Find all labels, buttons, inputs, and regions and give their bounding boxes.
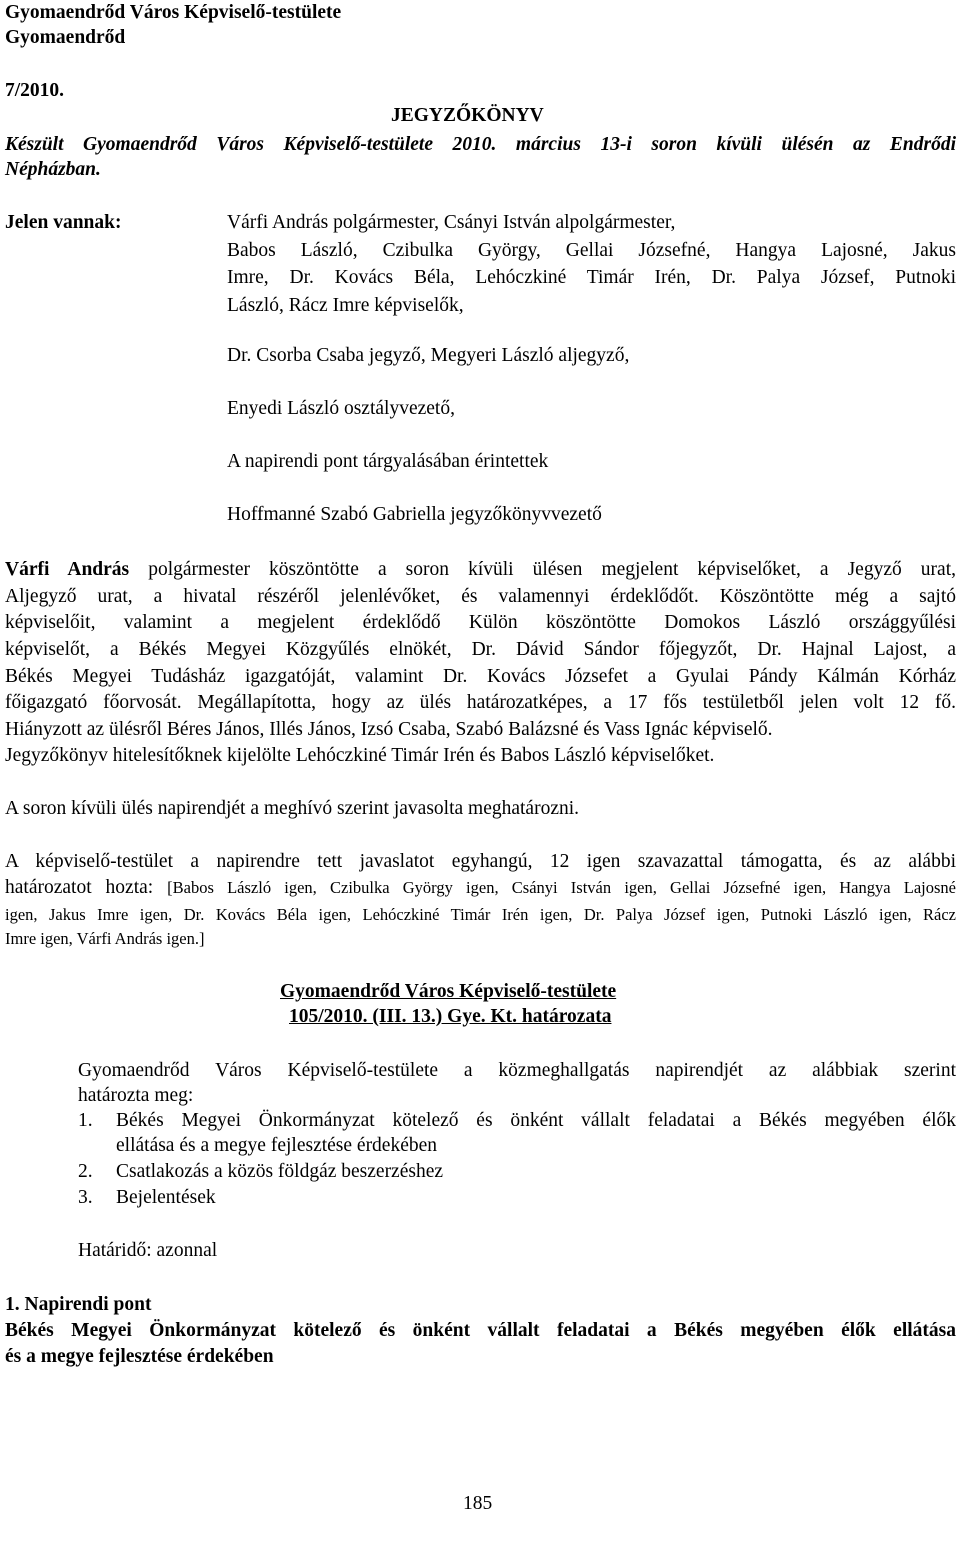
involved-label: A napirendi pont tárgyalásában érintettek — [227, 451, 549, 472]
present-line-1: Várfi András polgármester, Csányi István alpolgármester, — [227, 212, 676, 233]
deadline: Határidő: azonnal — [78, 1240, 218, 1261]
body-para1-line-4: képviselőt, a Békés Megyei Közgyűlés elnökét, Dr. Dávid Sándor főjegyzőt, Dr. Hajnal Lajost, a — [5, 639, 956, 660]
agenda-title-line-1: Békés Megyei Önkormányzat kötelező és önként vállalt feladatai a Békés megyében élők ellátása — [5, 1320, 956, 1341]
body-para1-line-6: főigazgató főorvosát. Megállapította, hogy az ülés határozatképes, a 17 fős testületből jelen volt 12 fő. — [5, 692, 956, 713]
org-name: Gyomaendrőd Város Képviselő-testülete — [5, 2, 342, 23]
body-para2: A soron kívüli ülés napirendjét a meghívó szerint javasolta meghatározni. — [5, 798, 580, 819]
present-line-4: László, Rácz Imre képviselők, — [227, 295, 464, 316]
vote-record: [Babos László igen, Czibulka György igen, Csányi István igen, Gellai Józsefné igen, Hangya Lajosné — [167, 878, 956, 897]
body-para1-line-7: Hiányzott az ülésről Béres János, Illés János, Izsó Csaba, Szabó Balázsné és Vass Ignác képviselő. — [5, 719, 773, 740]
agenda-item-1-text-cont: ellátása és a megye fejlesztése érdekében — [116, 1135, 438, 1156]
page-number: 185 — [463, 1493, 493, 1514]
resolution-text-line-2: határozta meg: — [78, 1085, 194, 1106]
present-line-3: Imre, Dr. Kovács Béla, Lehóczkiné Timár Irén, Dr. Palya József, Putnoki — [227, 267, 956, 288]
speaker-name: Várfi András — [5, 559, 130, 580]
doc-number: 7/2010. — [5, 80, 65, 101]
clerk-line: Dr. Csorba Csaba jegyző, Megyeri László aljegyző, — [227, 345, 630, 366]
agenda-item-3-text: Bejelentések — [116, 1187, 216, 1208]
intro-line-2: Népházban. — [5, 159, 101, 180]
agenda-heading: 1. Napirendi pont — [5, 1294, 152, 1315]
body-para1-line-5: Békés Megyei Tudásház igazgatóját, valamint Dr. Kovács Józsefet a Gyulai Pándy Kálmán Kórház — [5, 666, 956, 687]
body-para1-line-1: Várfi András polgármester köszöntötte a soron kívüli ülésen megjelent képviselőket, a Jegyző urat, — [5, 559, 956, 580]
body-para1-line-3: képviselőit, valamint a megjelent érdeklődő Külön köszöntötte Domokos László országgyűlési — [5, 612, 956, 633]
body-para1-line-2: Aljegyző urat, a hivatal részéről jelenlévőket, és valamennyi érdeklődőt. Köszöntötte még a sajtó — [5, 586, 956, 607]
intro-line-1: Készült Gyomaendrőd Város Képviselő-testülete 2010. március 13-i soron kívüli ülésén az Endrődi — [5, 134, 956, 155]
present-label: Jelen vannak: — [5, 212, 122, 233]
body-para3-line-2: határozatot hozta: [Babos László igen, Czibulka György igen, Csányi István igen, Gellai Józsefné igen, Hangya Lajosné — [5, 877, 956, 898]
body-para3-line-4: Imre igen, Várfi András igen.] — [5, 929, 205, 948]
body-para3-line-1: A képviselő-testület a napirendre tett javaslatot egyhangú, 12 igen szavazattal támogatta, és az alábbi — [5, 851, 956, 872]
agenda-title-line-2: és a megye fejlesztése érdekében — [5, 1346, 274, 1367]
agenda-item-3-number: 3. — [78, 1187, 93, 1208]
agenda-item-2-number: 2. — [78, 1161, 93, 1182]
agenda-item-2-text: Csatlakozás a közös földgáz beszerzéshez — [116, 1161, 444, 1182]
present-line-2: Babos László, Czibulka György, Gellai Józsefné, Hangya Lajosné, Jakus — [227, 240, 956, 261]
agenda-item-1-text: Békés Megyei Önkormányzat kötelező és önként vállalt feladatai a Békés megyében élők — [116, 1110, 956, 1131]
org-city: Gyomaendrőd — [5, 27, 126, 48]
agenda-item-1-number: 1. — [78, 1110, 93, 1131]
doc-title: JEGYZŐKÖNYV — [391, 105, 544, 126]
resolution-title-1: Gyomaendrőd Város Képviselő-testülete — [280, 981, 617, 1002]
resolution-title-2: 105/2010. (III. 13.) Gye. Kt. határozata — [289, 1006, 612, 1027]
minutes-keeper-line: Hoffmanné Szabó Gabriella jegyzőkönyvvezető — [227, 504, 602, 525]
department-head-line: Enyedi László osztályvezető, — [227, 398, 455, 419]
body-para1-line-8: Jegyzőkönyv hitelesítőknek kijelölte Lehóczkiné Timár Irén és Babos László képviselőket. — [5, 745, 715, 766]
body-para3-line-3: igen, Jakus Imre igen, Dr. Kovács Béla igen, Lehóczkiné Timár Irén igen, Dr. Palya József igen, Putnoki László igen, Rácz — [5, 905, 956, 924]
resolution-text-line-1: Gyomaendrőd Város Képviselő-testülete a közmeghallgatás napirendjét az alábbiak szerint — [78, 1060, 956, 1081]
